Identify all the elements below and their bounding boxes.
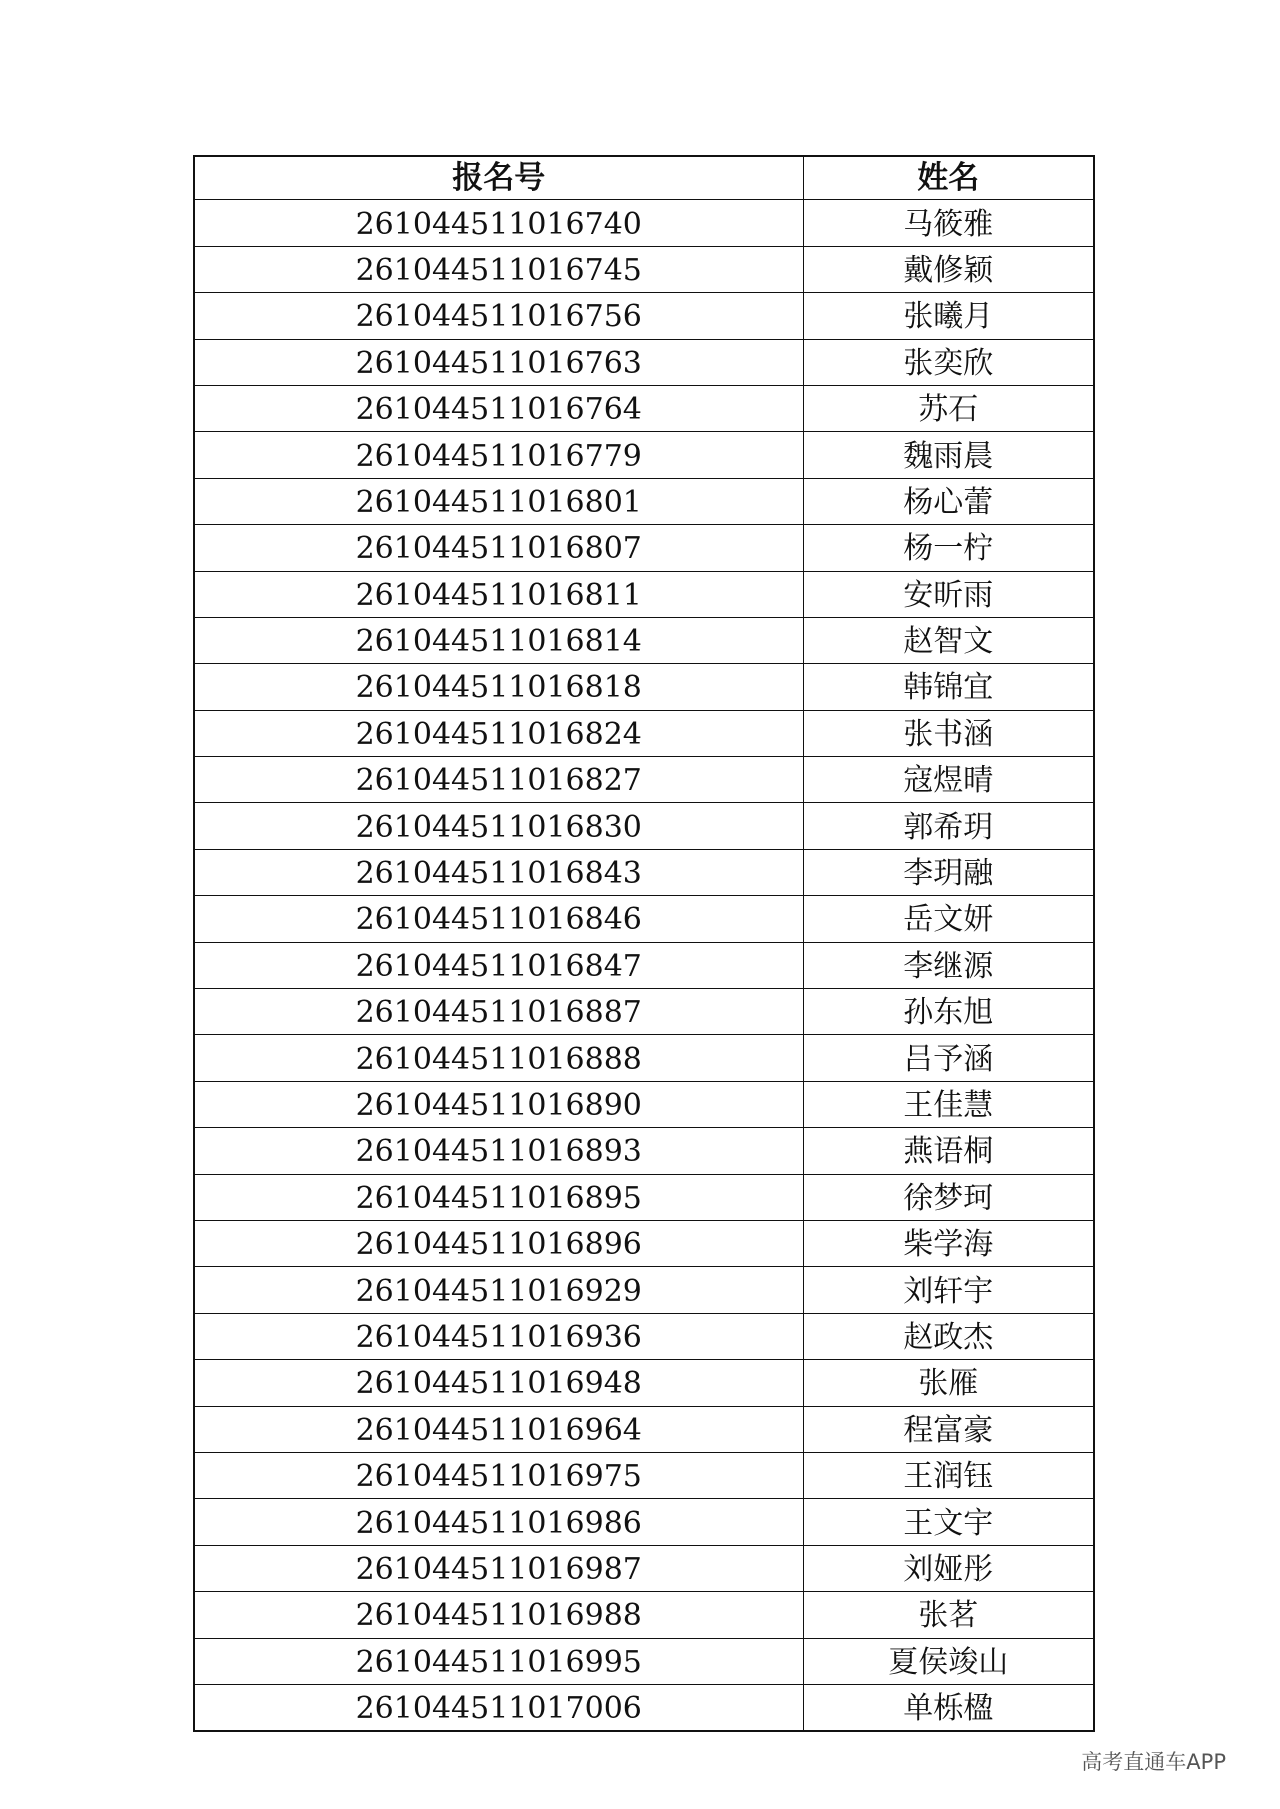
table-row [194,200,1094,246]
name-cell: 李玥融 [803,849,1094,895]
table-row [194,942,1094,988]
registration-number-cell: 261044511016948 [194,1360,803,1406]
name-cell: 张茗 [803,1592,1094,1638]
watermark-text: 高考直通车APP [1081,1750,1226,1774]
registration-number-cell: 261044511016975 [194,1452,803,1498]
registration-table [193,155,1095,1732]
registration-number-cell: 261044511016763 [194,339,803,385]
name-cell: 杨一柠 [803,525,1094,571]
table-row [194,1406,1094,1452]
name-cell: 李继源 [803,942,1094,988]
table-row [194,339,1094,385]
registration-number-cell: 261044511016764 [194,385,803,431]
table-row [194,1267,1094,1313]
name-cell: 王佳慧 [803,1081,1094,1127]
registration-number-cell: 261044511016887 [194,989,803,1035]
table-row [194,1452,1094,1498]
name-cell: 徐梦珂 [803,1174,1094,1220]
registration-number-cell: 261044511016986 [194,1499,803,1545]
header-name: 姓名 [803,156,1094,200]
registration-number-cell: 261044511016740 [194,200,803,246]
name-cell: 刘轩宇 [803,1267,1094,1313]
name-cell: 王文宇 [803,1499,1094,1545]
name-cell: 孙东旭 [803,989,1094,1035]
table-row [194,1081,1094,1127]
registration-number-cell: 261044511016827 [194,757,803,803]
table-row [194,896,1094,942]
name-cell: 赵政杰 [803,1313,1094,1359]
table-row [194,1174,1094,1220]
registration-number-cell: 261044511016893 [194,1128,803,1174]
table-header-row [194,156,1094,200]
table-row [194,1638,1094,1684]
name-cell: 柴学海 [803,1220,1094,1266]
name-cell: 郭希玥 [803,803,1094,849]
registration-number-cell: 261044511016779 [194,432,803,478]
registration-number-cell: 261044511016846 [194,896,803,942]
registration-number-cell: 261044511016964 [194,1406,803,1452]
table-row [194,803,1094,849]
table-row [194,1499,1094,1545]
table-row [194,478,1094,524]
name-cell: 赵智文 [803,617,1094,663]
registration-number-cell: 261044511016929 [194,1267,803,1313]
name-cell: 张奕欣 [803,339,1094,385]
table-row [194,1035,1094,1081]
name-cell: 夏侯竣山 [803,1638,1094,1684]
registration-number-cell: 261044511016801 [194,478,803,524]
registration-number-cell: 261044511016936 [194,1313,803,1359]
table-row [194,1592,1094,1638]
name-cell: 王润钰 [803,1452,1094,1498]
registration-number-cell: 261044511016807 [194,525,803,571]
registration-number-cell: 261044511016890 [194,1081,803,1127]
name-cell: 单栎楹 [803,1684,1094,1731]
table-row [194,293,1094,339]
name-cell: 张书涵 [803,710,1094,756]
name-cell: 杨心蕾 [803,478,1094,524]
name-cell: 魏雨晨 [803,432,1094,478]
registration-number-cell: 261044511016847 [194,942,803,988]
table-row [194,1545,1094,1591]
name-cell: 苏石 [803,385,1094,431]
header-registration-number: 报名号 [194,156,803,200]
table-row [194,849,1094,895]
table-row [194,710,1094,756]
registration-number-cell: 261044511016756 [194,293,803,339]
table-row [194,571,1094,617]
registration-number-cell: 261044511016745 [194,246,803,292]
name-cell: 寇煜晴 [803,757,1094,803]
name-cell: 程富豪 [803,1406,1094,1452]
table-row [194,385,1094,431]
registration-number-cell: 261044511016896 [194,1220,803,1266]
table-row [194,664,1094,710]
table-row [194,989,1094,1035]
name-cell: 吕予涵 [803,1035,1094,1081]
registration-number-cell: 261044511016843 [194,849,803,895]
name-cell: 燕语桐 [803,1128,1094,1174]
table-row [194,757,1094,803]
table-row [194,1128,1094,1174]
registration-number-cell: 261044511017006 [194,1684,803,1731]
table-body [194,200,1094,1731]
registration-number-cell: 261044511016888 [194,1035,803,1081]
table-row [194,617,1094,663]
table-row [194,1360,1094,1406]
registration-number-cell: 261044511016988 [194,1592,803,1638]
table-row [194,1220,1094,1266]
registration-number-cell: 261044511016824 [194,710,803,756]
name-cell: 张雁 [803,1360,1094,1406]
registration-number-cell: 261044511016814 [194,617,803,663]
registration-number-cell: 261044511016818 [194,664,803,710]
registration-number-cell: 261044511016895 [194,1174,803,1220]
table-row [194,246,1094,292]
name-cell: 戴修颖 [803,246,1094,292]
table-row [194,525,1094,571]
registration-number-cell: 261044511016987 [194,1545,803,1591]
name-cell: 岳文妍 [803,896,1094,942]
registration-number-cell: 261044511016830 [194,803,803,849]
registration-number-cell: 261044511016811 [194,571,803,617]
registration-number-cell: 261044511016995 [194,1638,803,1684]
table-row [194,432,1094,478]
table-row [194,1313,1094,1359]
name-cell: 刘娅彤 [803,1545,1094,1591]
name-cell: 韩锦宜 [803,664,1094,710]
name-cell: 张曦月 [803,293,1094,339]
name-cell: 马筱雅 [803,200,1094,246]
table-row [194,1684,1094,1731]
name-cell: 安昕雨 [803,571,1094,617]
